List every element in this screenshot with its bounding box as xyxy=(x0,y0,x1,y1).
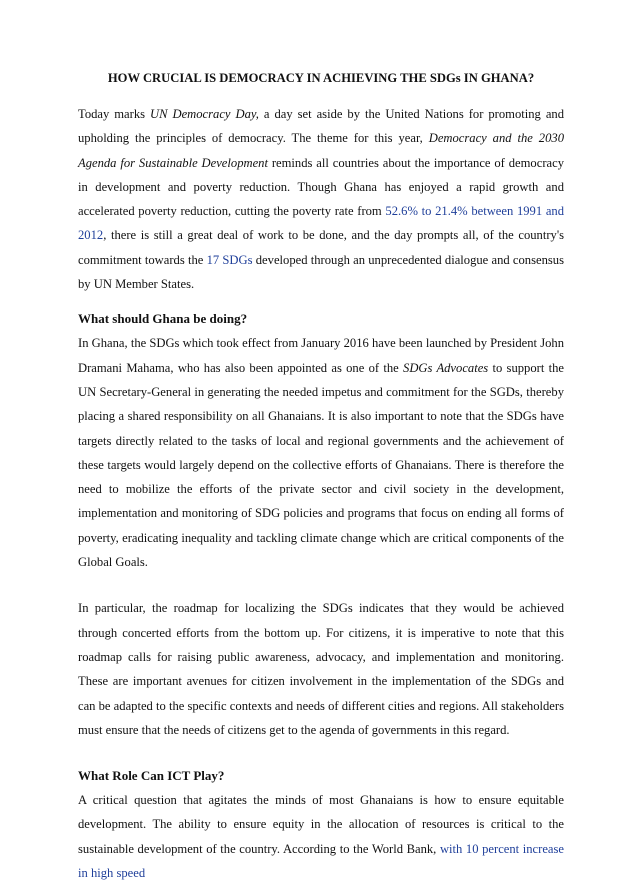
document-title: HOW CRUCIAL IS DEMOCRACY IN ACHIEVING THE SDGs IN GHANA? xyxy=(107,71,535,85)
document-page xyxy=(78,66,564,885)
text-run: a day set aside by the United Nations for promoting and upholding the principles of democracy. The theme for this year, xyxy=(78,107,564,146)
italic-run: UN Democracy Day, xyxy=(150,107,259,121)
text-run: Today marks xyxy=(78,107,151,121)
paragraph-roadmap: In particular, the roadmap for localizing the SDGs indicates that they would be achieved through concerted efforts from the bottom up. For citizens, it is imperative to note that this roadmap calls for raising public awareness, advocacy, and implementation and monitoring. These are important avenues for citizen involvement in the implementation of the SDGs and can be adapted to the specific contexts and needs of different cities and regions. All stakeholders must ensure that the needs of citizens get to the agenda of governments in this regard. xyxy=(78,601,564,737)
paragraph-ict xyxy=(78,788,564,885)
paragraph-intro xyxy=(78,102,564,296)
section-heading-ghana: What should Ghana be doing? xyxy=(78,311,248,327)
text-run: reminds all countries about the importance of democracy in development and poverty reduction. Though Ghana has enjoyed a rapid growth and accelerated poverty reduction, cutting the poverty rate from xyxy=(78,155,564,219)
section-heading-ict: What Role Can ICT Play? xyxy=(78,768,225,784)
paragraph-ghana xyxy=(78,331,564,574)
spacer xyxy=(78,742,564,764)
text-run: to support the UN Secretary-General in generating the needed impetus and commitment for the SGDs, thereby placing a shared responsibility on all Ghanaians. It is also important to note that the SDGs have targets directly related to the tasks of local and regional governments and the achievement of these targets would largely depend on the collective efforts of Ghanaians. There is therefore the need to mobilize the efforts of the private sector and civil society in the development, implementation and monitoring of SDG policies and programs that focus on ending all forms of poverty, eradicating inequality and tackling climate change which are critical components of the Global Goals. xyxy=(78,360,564,570)
text-run: , there is still a great deal of work to be done, and the day prompts all, of the country's commitment towards the xyxy=(78,228,564,267)
sdgs-link[interactable]: 17 SDGs xyxy=(206,252,253,267)
text-run: In Ghana, the SDGs which took effect from January 2016 have been launched by President John Dramani Mahama, who has also been appointed as one of the xyxy=(78,336,564,375)
spacer xyxy=(78,296,564,307)
italic-run: Democracy and the 2030 Agenda for Sustainable Development xyxy=(78,131,564,170)
text-run: developed through an unprecedented dialogue and consensus by UN Member States. xyxy=(78,252,564,292)
poverty-rate-link[interactable]: 52.6% to 21.4% between 1991 and 2012 xyxy=(78,204,564,243)
world-bank-link[interactable]: with 10 percent increase in high speed xyxy=(78,841,565,881)
spacer xyxy=(78,574,564,596)
text-run: A critical question that agitates the minds of most Ghanaians is how to ensure equitable development. The ability to ensure equity in the allocation of resources is critical to the sustainable development of the country. According to the World Bank, xyxy=(78,793,564,856)
italic-run: SDGs Advocates xyxy=(403,360,489,375)
